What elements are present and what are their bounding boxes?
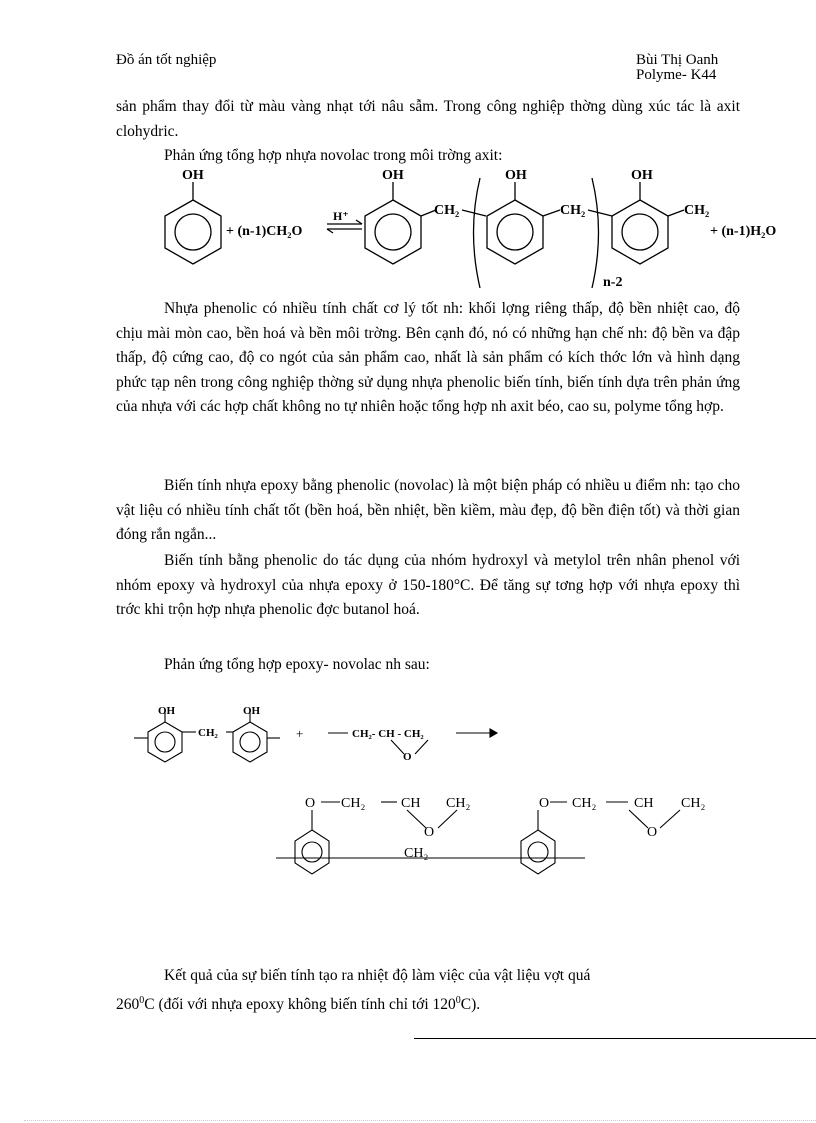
- water-product: + (n-1)H₂O: [710, 224, 777, 239]
- glycidyl-ch-b: CH: [634, 796, 654, 811]
- epoxy-oxygen-b: O: [647, 825, 658, 840]
- phenol-ring-2: [365, 200, 421, 264]
- temperature-modified: 260: [116, 996, 140, 1014]
- ch2-label-2: CH₂: [560, 203, 586, 218]
- header-class: Polyme- K44: [636, 67, 717, 83]
- reaction2-title: Phản ứng tổng hợp epoxy- novolac nh sau:: [164, 656, 430, 673]
- reactant-ring-a: [148, 722, 182, 762]
- oh-label-1: OH: [182, 168, 204, 183]
- phenol-ring-1: [165, 200, 221, 264]
- header-author: Bùi Thị Oanh: [636, 52, 719, 68]
- ether-oxygen-a: O: [305, 796, 316, 811]
- repeat-subscript: n-2: [603, 275, 623, 290]
- result-line-2: [116, 991, 480, 1015]
- plus-sign: +: [296, 726, 304, 741]
- bridge-ch2-reactant: CH₂: [198, 727, 218, 739]
- degree-superscript-2: 0: [455, 995, 461, 1006]
- oh-label-3: OH: [505, 168, 527, 183]
- result-line-2-end: C).: [460, 996, 481, 1014]
- oh-label-b: OH: [243, 705, 261, 717]
- backbone-ch2: CH₂: [404, 846, 429, 861]
- page-edge-dotted: [24, 1120, 816, 1121]
- epoxy-novolac-reaction-scheme: [0, 700, 816, 900]
- result-line-2-text: C (đối với nhựa epoxy không biến tính chỉ tới 120: [144, 996, 456, 1014]
- paragraph-mechanism: Biến tính bằng phenolic do tác dụng của nhóm hydroxyl và metylol trên nhân phenol với nhóm epoxy và hydroxyl của nhựa epoxy ở 150-180°C. Để tăng sự tơng hợp với nhựa epoxy thì trớc khi trộn hợp nhựa phenolic đợc butanol hoá.: [116, 552, 740, 618]
- glycidyl-ch2-a2: CH₂: [446, 796, 471, 811]
- reactant-ring-b: [233, 722, 267, 762]
- phenol-ring-4: [612, 200, 668, 264]
- ch2-label-3: CH₂: [684, 203, 710, 218]
- footer-rule: [414, 1038, 816, 1039]
- epoxy-oxygen-a: O: [424, 825, 435, 840]
- degree-superscript-1: 0: [139, 995, 145, 1006]
- glycidyl-ch2-b: CH₂: [572, 796, 597, 811]
- formaldehyde-reactant: + (n-1)CH₂O: [226, 224, 303, 239]
- header-left: Đồ án tốt nghiệp: [116, 52, 217, 68]
- oh-label-a: OH: [158, 705, 176, 717]
- oh-label-2: OH: [382, 168, 404, 183]
- product-ring-b: [521, 830, 555, 874]
- paragraph-modification: Biến tính nhựa epoxy bằng phenolic (novolac) là một biện pháp có nhiều u điểm nh: tạo cho vật liệu có nhiều tính chất tốt (bền hoá, bền nhiệt, bền kiềm, màu đẹp, độ bền điện tốt) và thời gian đóng rắn ngắn...: [116, 477, 740, 543]
- oh-label-4: OH: [631, 168, 653, 183]
- epoxy-oxygen-reactant: O: [403, 751, 412, 763]
- result-line-1: Kết quả của sự biến tính tạo ra nhiệt độ làm việc của vật liệu vợt quá: [164, 967, 591, 984]
- glycidyl-ch2-b2: CH₂: [681, 796, 706, 811]
- ether-oxygen-b: O: [539, 796, 550, 811]
- paragraph-intro: sản phẩm thay đổi từ màu vàng nhạt tới nâu sẫm. Trong công nghiệp thờng dùng xúc tác là axit clohydric.: [116, 98, 740, 140]
- novolac-reaction-scheme: [0, 168, 816, 298]
- glycidyl-ch2-a: CH₂: [341, 796, 366, 811]
- catalyst-label: H⁺: [333, 209, 349, 223]
- phenol-ring-3: [487, 200, 543, 264]
- ch2-label-1: CH₂: [434, 203, 460, 218]
- product-ring-a: [295, 830, 329, 874]
- glycidyl-ch-a: CH: [401, 796, 421, 811]
- epichlorohydrin-chain: CH₂- CH - CH₂: [352, 728, 424, 740]
- paragraph-properties: Nhựa phenolic có nhiều tính chất cơ lý tốt nh: khối lợng riêng thấp, độ bền nhiệt cao, độ chịu mài mòn cao, bền hoá và bền môi trờng. Bên cạnh đó, nó có những hạn chế nh: độ bền va đập thấp, độ cứng cao, độ co ngót của sản phẩm cao, nhất là sản phẩm có kích thớc lớn và hình dạng phức tạp nên trong công nghiệp thờng sử dụng nhựa phenolic biến tính, biến tính dựa trên phản ứng của nhựa với các hợp chất không no tự nhiên hoặc tổng hợp nh axit béo, cao su, polyme tổng hợp.: [116, 300, 740, 415]
- reaction1-title: Phản ứng tổng hợp nhựa novolac trong môi trờng axit:: [164, 147, 503, 164]
